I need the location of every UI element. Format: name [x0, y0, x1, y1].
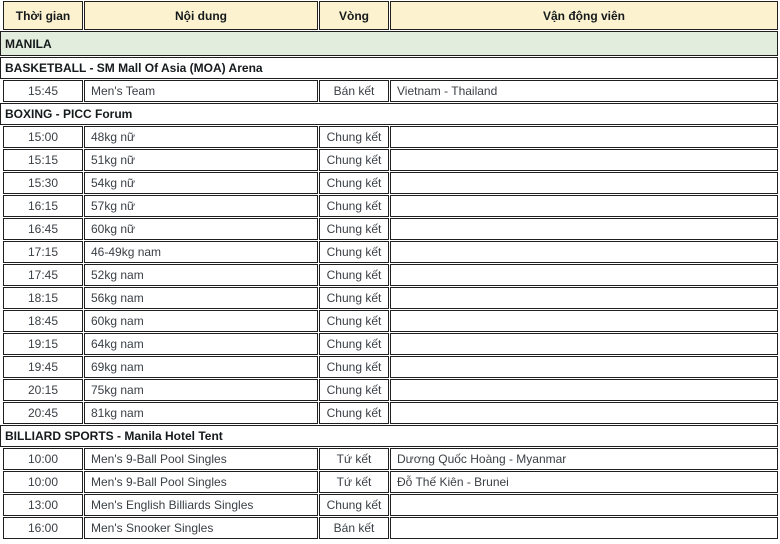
athletes-cell	[390, 172, 778, 194]
round-cell: Chung kết	[319, 356, 389, 378]
athletes-cell: Vietnam - Thailand	[390, 80, 778, 102]
section-title: BILLIARD SPORTS - Manila Hotel Tent	[0, 425, 778, 447]
event-cell: 46-49kg nam	[84, 241, 318, 263]
round-cell: Chung kết	[319, 195, 389, 217]
event-cell: Men's English Billiards Singles	[84, 494, 318, 516]
event-cell: 57kg nữ	[84, 195, 318, 217]
round-cell: Chung kết	[319, 310, 389, 332]
event-cell: 48kg nữ	[84, 126, 318, 148]
schedule-row	[3, 379, 780, 401]
round-cell: Chung kết	[319, 402, 389, 424]
athletes-cell	[390, 333, 778, 355]
athletes-cell	[390, 310, 778, 332]
time-cell: 20:15	[3, 379, 83, 401]
schedule-row	[3, 517, 780, 539]
schedule-row	[3, 126, 780, 148]
section-title: BASKETBALL - SM Mall Of Asia (MOA) Arena	[0, 57, 778, 79]
event-cell: 60kg nam	[84, 310, 318, 332]
event-cell: 60kg nữ	[84, 218, 318, 240]
schedule-row	[3, 471, 780, 493]
athletes-cell	[390, 264, 778, 286]
event-cell: 56kg nam	[84, 287, 318, 309]
time-cell: 17:15	[3, 241, 83, 263]
column-header-time: Thời gian	[3, 1, 83, 30]
time-cell: 17:45	[3, 264, 83, 286]
schedule-row	[3, 80, 780, 102]
time-cell: 19:15	[3, 333, 83, 355]
schedule-row	[3, 241, 780, 263]
section-header-row	[0, 57, 780, 79]
time-cell: 10:00	[3, 471, 83, 493]
time-cell: 20:45	[3, 402, 83, 424]
time-cell: 15:00	[3, 126, 83, 148]
schedule-row	[3, 402, 780, 424]
section-header-row	[0, 425, 780, 447]
time-cell: 13:00	[3, 494, 83, 516]
table-header-row	[3, 1, 780, 30]
schedule-row	[3, 264, 780, 286]
athletes-cell	[390, 149, 778, 171]
schedule-row	[3, 287, 780, 309]
time-cell: 15:30	[3, 172, 83, 194]
round-cell: Chung kết	[319, 379, 389, 401]
round-cell: Chung kết	[319, 241, 389, 263]
round-cell: Tứ kết	[319, 448, 389, 470]
round-cell: Chung kết	[319, 494, 389, 516]
schedule-row	[3, 149, 780, 171]
time-cell: 16:00	[3, 517, 83, 539]
event-cell: Men's Team	[84, 80, 318, 102]
column-header-athletes: Vận động viên	[390, 1, 778, 30]
athletes-cell	[390, 195, 778, 217]
time-cell: 15:45	[3, 80, 83, 102]
round-cell: Chung kết	[319, 333, 389, 355]
round-cell: Bán kết	[319, 80, 389, 102]
athletes-cell	[390, 287, 778, 309]
round-cell: Chung kết	[319, 172, 389, 194]
column-header-round: Vòng	[319, 1, 389, 30]
city-header-row	[0, 31, 780, 56]
schedule-row	[3, 310, 780, 332]
round-cell: Tứ kết	[319, 471, 389, 493]
schedule-row	[3, 172, 780, 194]
event-cell: Men's 9-Ball Pool Singles	[84, 471, 318, 493]
city-header-label: MANILA	[0, 31, 778, 56]
athletes-cell: Dương Quốc Hoàng - Myanmar	[390, 448, 778, 470]
round-cell: Bán kết	[319, 517, 389, 539]
event-cell: 81kg nam	[84, 402, 318, 424]
athletes-cell: Đỗ Thế Kiên - Brunei	[390, 471, 778, 493]
time-cell: 16:45	[3, 218, 83, 240]
event-cell: Men's Snooker Singles	[84, 517, 318, 539]
event-cell: 52kg nam	[84, 264, 318, 286]
round-cell: Chung kết	[319, 126, 389, 148]
schedule-row	[3, 218, 780, 240]
athletes-cell	[390, 517, 778, 539]
athletes-cell	[390, 494, 778, 516]
athletes-cell	[390, 402, 778, 424]
time-cell: 16:15	[3, 195, 83, 217]
athletes-cell	[390, 126, 778, 148]
section-header-row	[0, 103, 780, 125]
time-cell: 15:15	[3, 149, 83, 171]
schedule-sections	[0, 57, 780, 539]
column-header-event: Nội dung	[84, 1, 318, 30]
event-cell: 54kg nữ	[84, 172, 318, 194]
event-cell: 75kg nam	[84, 379, 318, 401]
time-cell: 18:45	[3, 310, 83, 332]
athletes-cell	[390, 379, 778, 401]
event-cell: 64kg nam	[84, 333, 318, 355]
round-cell: Chung kết	[319, 218, 389, 240]
time-cell: 10:00	[3, 448, 83, 470]
round-cell: Chung kết	[319, 264, 389, 286]
round-cell: Chung kết	[319, 149, 389, 171]
event-cell: 51kg nữ	[84, 149, 318, 171]
time-cell: 18:15	[3, 287, 83, 309]
time-cell: 19:45	[3, 356, 83, 378]
athletes-cell	[390, 218, 778, 240]
schedule-row	[3, 356, 780, 378]
section-title: BOXING - PICC Forum	[0, 103, 778, 125]
schedule-row	[3, 195, 780, 217]
schedule-row	[3, 448, 780, 470]
athletes-cell	[390, 356, 778, 378]
event-cell: 69kg nam	[84, 356, 318, 378]
event-cell: Men's 9-Ball Pool Singles	[84, 448, 318, 470]
schedule-row	[3, 494, 780, 516]
schedule-row	[3, 333, 780, 355]
athletes-cell	[390, 241, 778, 263]
round-cell: Chung kết	[319, 287, 389, 309]
